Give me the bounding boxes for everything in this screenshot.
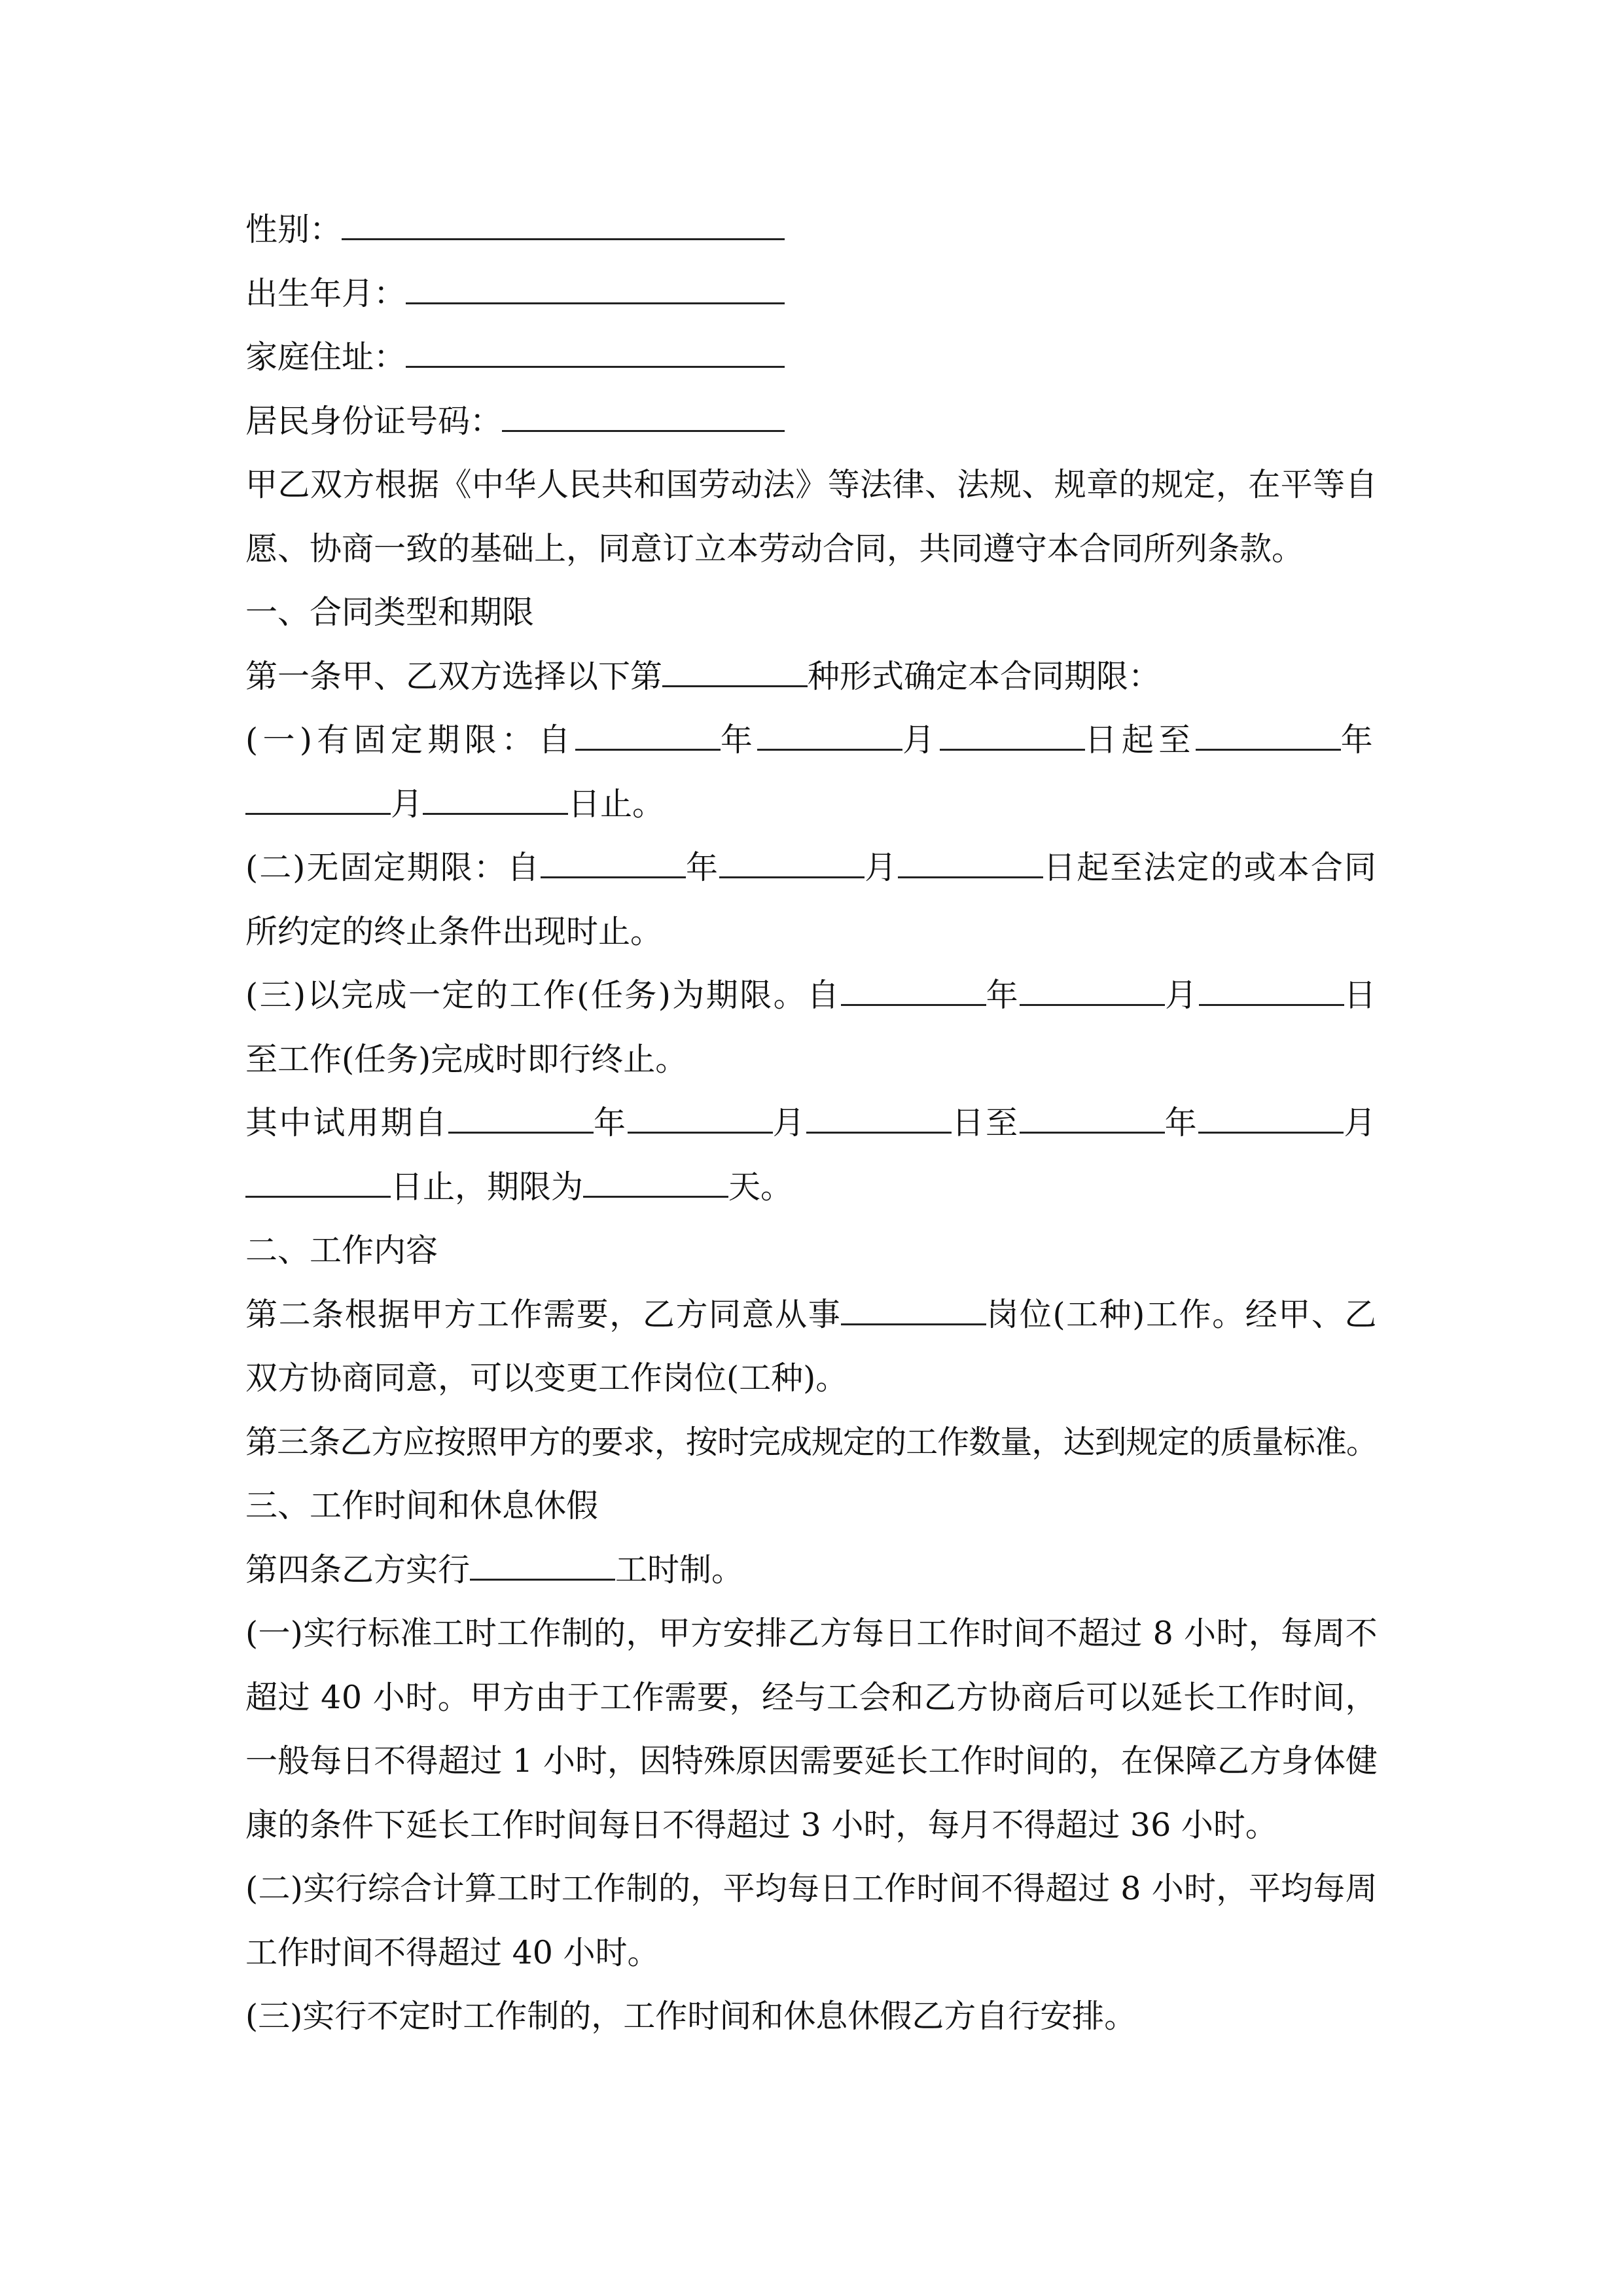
text-segment: 三、工作时间和休息休假 xyxy=(245,1487,599,1524)
fill-in-blank[interactable] xyxy=(841,1297,986,1325)
fill-in-blank[interactable] xyxy=(541,850,686,878)
fill-in-blank[interactable] xyxy=(406,340,785,368)
text-segment: 所约定的终止条件出现时止。 xyxy=(245,912,663,950)
text-line xyxy=(245,1410,1378,1475)
fill-in-blank[interactable] xyxy=(940,723,1085,751)
text-segment: 甲乙双方根据《中华人民共和国劳动法》等法律、法规、规章的规定，在平等自 xyxy=(245,466,1378,503)
text-line xyxy=(245,453,1378,517)
text-segment: 月 xyxy=(772,1104,807,1141)
text-line xyxy=(245,1793,1277,1857)
fill-in-blank[interactable] xyxy=(245,787,391,815)
fill-in-blank[interactable] xyxy=(575,723,721,751)
fill-in-blank[interactable] xyxy=(628,1105,773,1134)
text-segment: (一)实行标准工时工作制的，甲方安排乙方每日工作时间不超过 8 小时，每周不 xyxy=(245,1615,1378,1652)
text-line xyxy=(245,1219,438,1283)
text-segment: 居民身份证号码： xyxy=(245,402,503,440)
text-segment: (一)有固定期限：自 xyxy=(245,721,575,759)
text-line xyxy=(245,1602,1378,1666)
text-segment: 年 xyxy=(1340,721,1378,759)
text-segment: 第一条甲、乙双方选择以下第 xyxy=(245,657,663,695)
text-segment: 一、合同类型和期限 xyxy=(245,594,535,631)
text-segment: 年 xyxy=(720,721,758,759)
text-line xyxy=(245,1283,1378,1347)
text-line xyxy=(245,708,1378,772)
text-line xyxy=(245,1346,847,1410)
text-segment: 日止，期限为 xyxy=(391,1168,584,1206)
fill-in-blank[interactable] xyxy=(1020,1105,1165,1134)
text-segment: 康的条件下延长工作时间每日不得超过 3 小时，每月不得超过 36 小时。 xyxy=(245,1806,1277,1844)
text-segment: (三)实行不定时工作制的，工作时间和休息休假乙方自行安排。 xyxy=(245,1998,1137,2035)
text-line xyxy=(245,1538,743,1602)
text-line xyxy=(245,963,1378,1028)
text-line xyxy=(245,1091,1378,1155)
fill-in-blank[interactable] xyxy=(502,404,785,432)
fill-in-blank[interactable] xyxy=(448,1105,594,1134)
text-segment: 年 xyxy=(593,1104,628,1141)
text-segment: 年 xyxy=(1164,1104,1199,1141)
form-field-line xyxy=(245,325,785,389)
fill-in-blank[interactable] xyxy=(1199,978,1344,1006)
text-segment: (二)无固定期限：自 xyxy=(245,849,541,886)
text-segment: (二)实行综合计算工时工作制的，平均每日工作时间不得超过 8 小时，平均每周 xyxy=(245,1870,1378,1907)
text-segment: 双方协商同意，可以变更工作岗位(工种)。 xyxy=(245,1359,848,1397)
text-segment: 二、工作内容 xyxy=(245,1232,438,1269)
text-segment: 月 xyxy=(865,849,899,886)
fill-in-blank[interactable] xyxy=(841,978,986,1006)
text-line xyxy=(245,1666,1378,1730)
text-segment: 月 xyxy=(1165,977,1199,1014)
text-segment: 第四条乙方实行 xyxy=(245,1551,471,1588)
text-segment: 月 xyxy=(902,721,940,759)
text-segment: 超过 40 小时。甲方由于工作需要，经与工会和乙方协商后可以延长工作时间， xyxy=(245,1678,1378,1716)
text-line xyxy=(245,1857,1378,1921)
text-segment: 月 xyxy=(1344,1104,1378,1141)
text-segment: 愿、协商一致的基础上，同意订立本劳动合同，共同遵守本合同所列条款。 xyxy=(245,529,1304,567)
fill-in-blank[interactable] xyxy=(806,1105,952,1134)
text-segment: (三)以完成一定的工作(任务)为期限。自 xyxy=(245,977,841,1014)
text-segment: 工时制。 xyxy=(615,1551,744,1588)
text-line xyxy=(245,900,662,964)
fill-in-blank[interactable] xyxy=(1198,1105,1344,1134)
text-line xyxy=(245,517,1304,581)
text-segment: 其中试用期自 xyxy=(245,1104,448,1141)
fill-in-blank[interactable] xyxy=(342,212,785,240)
text-segment: 日起至 xyxy=(1084,721,1196,759)
text-line xyxy=(245,581,534,645)
text-segment: 日 xyxy=(1344,977,1378,1014)
text-segment: 年 xyxy=(686,849,720,886)
text-line xyxy=(245,1155,793,1219)
fill-in-blank[interactable] xyxy=(583,1170,728,1198)
text-segment: 第三条乙方应按照甲方的要求，按时完成规定的工作数量，达到规定的质量标准。 xyxy=(245,1423,1378,1461)
form-field-line xyxy=(245,198,785,262)
fill-in-blank[interactable] xyxy=(470,1552,615,1581)
fill-in-blank[interactable] xyxy=(757,723,902,751)
text-segment: 日止。 xyxy=(568,785,665,823)
fill-in-blank[interactable] xyxy=(245,1170,391,1198)
text-segment: 家庭住址： xyxy=(245,338,406,376)
text-line xyxy=(245,645,1160,709)
text-line xyxy=(245,772,664,836)
text-line xyxy=(245,836,1378,900)
text-segment: 第二条根据甲方工作需要，乙方同意从事 xyxy=(245,1295,842,1333)
text-segment: 一般每日不得超过 1 小时，因特殊原因需要延长工作时间的，在保障乙方身体健 xyxy=(245,1742,1378,1780)
text-segment: 至工作(任务)完成时即行终止。 xyxy=(245,1040,688,1078)
fill-in-blank[interactable] xyxy=(1196,723,1341,751)
text-line xyxy=(245,1028,687,1092)
text-segment: 岗位(工种)工作。经甲、乙 xyxy=(986,1295,1378,1333)
text-line xyxy=(245,1474,598,1538)
text-segment: 出生年月： xyxy=(245,274,406,312)
fill-in-blank[interactable] xyxy=(719,850,865,878)
text-segment: 工作时间不得超过 40 小时。 xyxy=(245,1933,660,1971)
text-line xyxy=(245,1729,1378,1793)
text-line xyxy=(245,1921,660,1985)
fill-in-blank[interactable] xyxy=(423,787,568,815)
fill-in-blank[interactable] xyxy=(406,276,785,304)
text-segment: 日起至法定的或本合同 xyxy=(1043,849,1378,886)
fill-in-blank[interactable] xyxy=(662,659,808,687)
text-line xyxy=(245,1984,1136,2049)
text-segment: 种形式确定本合同期限： xyxy=(808,657,1161,695)
fill-in-blank[interactable] xyxy=(1020,978,1165,1006)
text-segment: 月 xyxy=(391,785,423,823)
text-segment: 天。 xyxy=(728,1168,793,1206)
form-field-line xyxy=(245,389,785,454)
text-segment: 年 xyxy=(986,977,1020,1014)
text-segment: 日至 xyxy=(952,1104,1020,1141)
fill-in-blank[interactable] xyxy=(898,850,1043,878)
form-field-line xyxy=(245,262,785,326)
text-segment: 性别： xyxy=(245,211,342,248)
